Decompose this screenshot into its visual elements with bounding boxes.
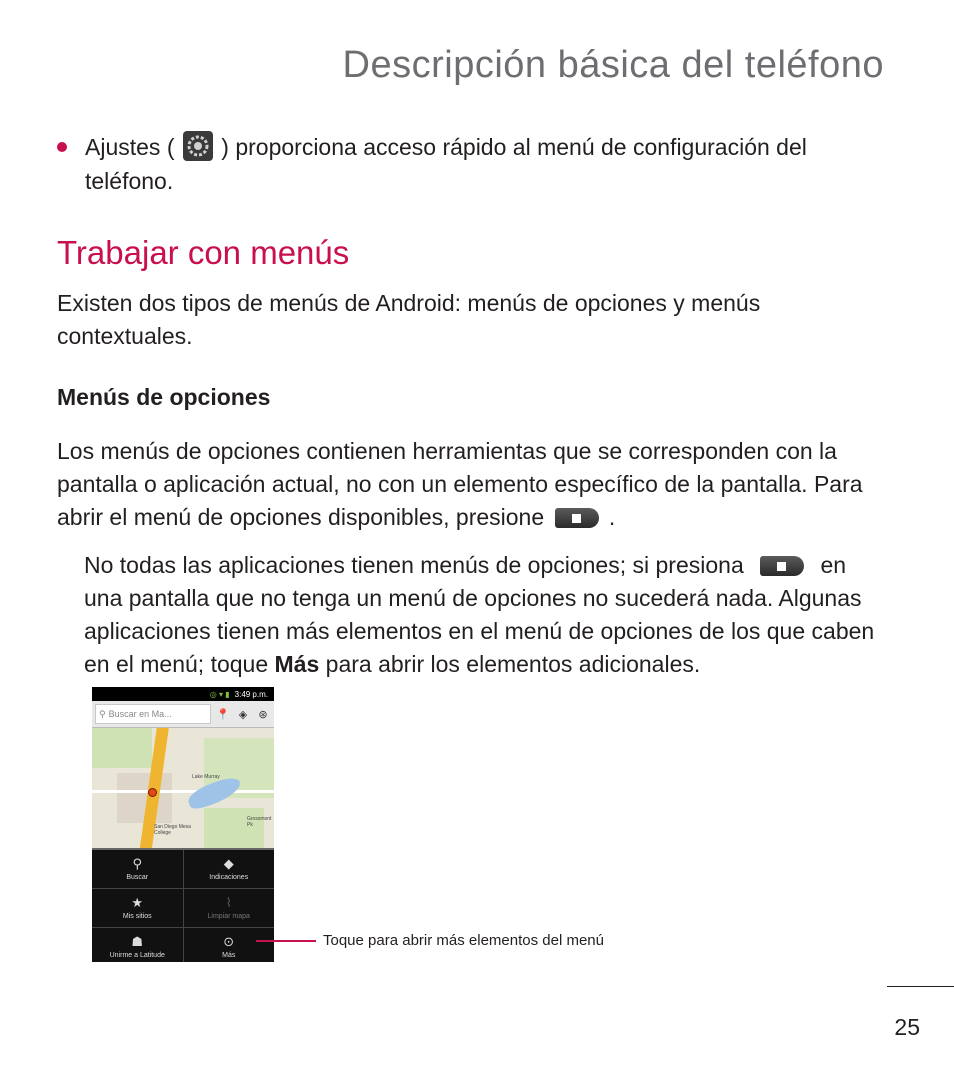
menu-item-label: Unirme a Latitude [109, 952, 165, 959]
section-title: Trabajar con menús [57, 234, 350, 271]
menu-key-icon [760, 556, 804, 576]
callout-line [256, 940, 316, 942]
location-icon[interactable]: ⊛ [258, 708, 268, 721]
star-icon: ★ [131, 895, 144, 910]
menu-item-buscar[interactable] [92, 850, 183, 888]
settings-bullet-text [85, 130, 857, 198]
search-icon: ⚲ [132, 856, 143, 871]
open-paren: ( [160, 134, 175, 160]
menu-item-label: Limpiar mapa [207, 913, 250, 920]
menu-item-latitude[interactable] [92, 928, 183, 962]
map-park [204, 808, 264, 848]
people-icon: ☗ [131, 934, 144, 949]
status-icons: ◎ ▾ ▮ [209, 689, 230, 699]
settings-bullet [57, 130, 857, 198]
note-part1: No todas las aplicaciones tienen menús de opciones; si presiona [84, 552, 744, 578]
map-park [92, 728, 152, 768]
callout-text: Toque para abrir más elementos del menú [323, 932, 604, 949]
broom-icon: ⌇ [225, 895, 232, 910]
menu-item-label: Mis sitios [122, 913, 152, 920]
map-label: San Diego Mesa College [154, 824, 191, 836]
menu-item-label: Más [222, 952, 236, 959]
status-bar [92, 687, 274, 701]
menu-item-mas[interactable] [184, 928, 275, 962]
menu-key-icon [555, 508, 599, 528]
menu-item-limpiar-mapa[interactable] [184, 889, 275, 927]
map-pin-icon [148, 788, 157, 797]
menu-item-label: Buscar [126, 874, 149, 881]
note-part2: en una pantalla que no tenga un menú de opciones no sucederá nada. Algunas aplicaciones tienen más elementos en el menú de opciones de los que caben en el menú; toque [84, 552, 875, 677]
menu-item-mis-sitios[interactable] [92, 889, 183, 927]
options-text: Los menús de opciones contienen herramientas que se corresponden con la pantalla o aplicación actual, no con un elemento específico de la pantalla. Para abrir el menú de opciones disponibles, presione [57, 438, 863, 530]
more-icon: ⊙ [223, 934, 235, 949]
options-menu [92, 848, 274, 962]
phone-screenshot [92, 687, 274, 962]
subsection-title: Menús de opciones [57, 384, 271, 410]
search-icon: ⚲ [99, 708, 106, 719]
options-paragraph [57, 435, 887, 534]
settings-gear-icon [183, 131, 213, 161]
map-label: Grossmont Pk [247, 816, 272, 828]
maps-search-input[interactable] [95, 704, 211, 724]
map-label: Lake Murray [192, 774, 220, 780]
status-time: 3:49 p.m. [234, 689, 268, 699]
search-placeholder: Buscar en Ma... [108, 709, 172, 719]
settings-description: ) proporciona acceso rápido al menú de configuración del teléfono. [85, 134, 807, 194]
intro-paragraph: Existen dos tipos de menús de Android: menús de opciones y menús contextuales. [57, 290, 761, 349]
maps-search-bar [92, 701, 274, 728]
menu-item-indicaciones[interactable] [184, 850, 275, 888]
bullet-dot [57, 142, 67, 152]
map-view[interactable] [92, 728, 274, 848]
note-bold-mas: Más [274, 651, 320, 677]
layers-icon[interactable]: ◈ [238, 708, 248, 721]
note-paragraph [84, 549, 889, 681]
settings-term: Ajustes [85, 134, 161, 160]
directions-icon: ◆ [223, 856, 234, 871]
note-part3: para abrir los elementos adicionales. [319, 651, 701, 677]
map-road [92, 790, 274, 793]
page-header-title: Descripción básica del teléfono [342, 44, 884, 86]
place-pin-icon[interactable]: 📍 [216, 708, 230, 721]
footer-rule [887, 986, 954, 987]
menu-item-label: Indicaciones [209, 874, 249, 881]
options-end: . [602, 504, 616, 530]
page-number: 25 [894, 1014, 920, 1040]
